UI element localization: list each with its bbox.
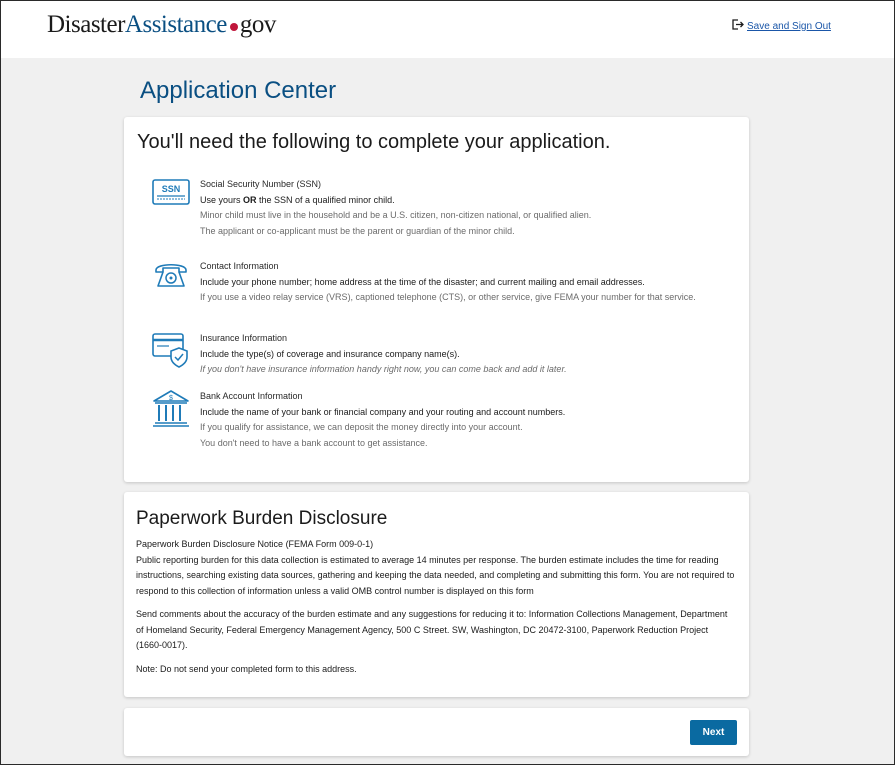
- disclosure-heading: Paperwork Burden Disclosure: [136, 508, 388, 529]
- insurance-title: Insurance Information: [200, 333, 288, 343]
- bank-main: Include the name of your bank or financial company and your routing and account numbers.: [200, 406, 566, 417]
- bank-title: Bank Account Information: [200, 391, 303, 401]
- ssn-icon-text: SSN: [161, 184, 181, 194]
- disclosure-para-3: Note: Do not send your completed form to this address.: [136, 663, 357, 674]
- save-and-sign-out-link[interactable]: [732, 19, 831, 33]
- logo-part-gov: gov: [239, 11, 276, 38]
- telephone-icon: [152, 259, 190, 297]
- disclosure-text-1: [136, 537, 736, 599]
- site-header: [1, 1, 894, 58]
- requirements-heading: You'll need the following to complete your application.: [137, 131, 611, 153]
- contact-title: Contact Information: [200, 261, 279, 271]
- actions-card: [124, 708, 749, 756]
- requirements-card: [124, 117, 749, 482]
- disclosure-card: [124, 492, 749, 697]
- ssn-card-icon: [152, 177, 190, 215]
- bank-note-2: You don't need to have a bank account to get assistance.: [200, 437, 428, 448]
- disclosure-notice: Paperwork Burden Disclosure Notice (FEMA Form 009-0-1): [136, 539, 374, 549]
- ssn-main: Use yours OR the SSN of a qualified minor child.: [200, 194, 395, 205]
- disclosure-para-1: Public reporting burden for this data collection is estimated to average 14 minutes per response. The burden estimate includes the time for reading instructions, searching existing data sources, gathering and keeping the data needed, and completing and submitting this form. You are not required to respond to this collection of information unless a valid OMB control number is displayed on this form: [136, 554, 735, 596]
- next-button[interactable]: Next: [690, 720, 737, 745]
- sign-out-icon: [732, 19, 744, 33]
- insurance-note: If you don't have insurance information handy right now, you can come back and add it later.: [200, 364, 567, 374]
- logo-part-assistance: Assistance: [124, 11, 227, 38]
- contact-note: If you use a video relay service (VRS), captioned telephone (CTS), or other service, give FEMA your number for that service.: [200, 292, 696, 302]
- site-logo[interactable]: [47, 11, 276, 39]
- svg-text:$: $: [169, 395, 173, 402]
- logo-dot: [230, 23, 238, 31]
- sign-out-label: Save and Sign Out: [747, 20, 831, 32]
- logo-part-disaster: Disaster: [47, 11, 125, 38]
- page-title: Application Center: [140, 77, 337, 104]
- bank-icon: [152, 389, 190, 427]
- bank-note-1: If you qualify for assistance, we can deposit the money directly into your account.: [200, 422, 523, 432]
- insurance-card-shield-icon: [152, 331, 190, 369]
- contact-main: Include your phone number; home address at the time of the disaster; and current mailing and email addresses.: [200, 276, 645, 287]
- ssn-note-1: Minor child must live in the household and be a U.S. citizen, non-citizen national, or qualified alien.: [200, 210, 592, 220]
- ssn-note-2: The applicant or co-applicant must be the parent or guardian of the minor child.: [200, 225, 515, 236]
- disclosure-para-2: Send comments about the accuracy of the burden estimate and any suggestions for reducing it to: Information Collections Management, Department of Homeland Security, Federal Emergency Management Agency, 500 C Street. SW, Washington, DC 20472-3100, Paperwork Reduction Project (1660-0017).: [136, 609, 728, 650]
- ssn-title: Social Security Number (SSN): [200, 179, 322, 189]
- insurance-main: Include the type(s) of coverage and insurance company name(s).: [200, 348, 460, 359]
